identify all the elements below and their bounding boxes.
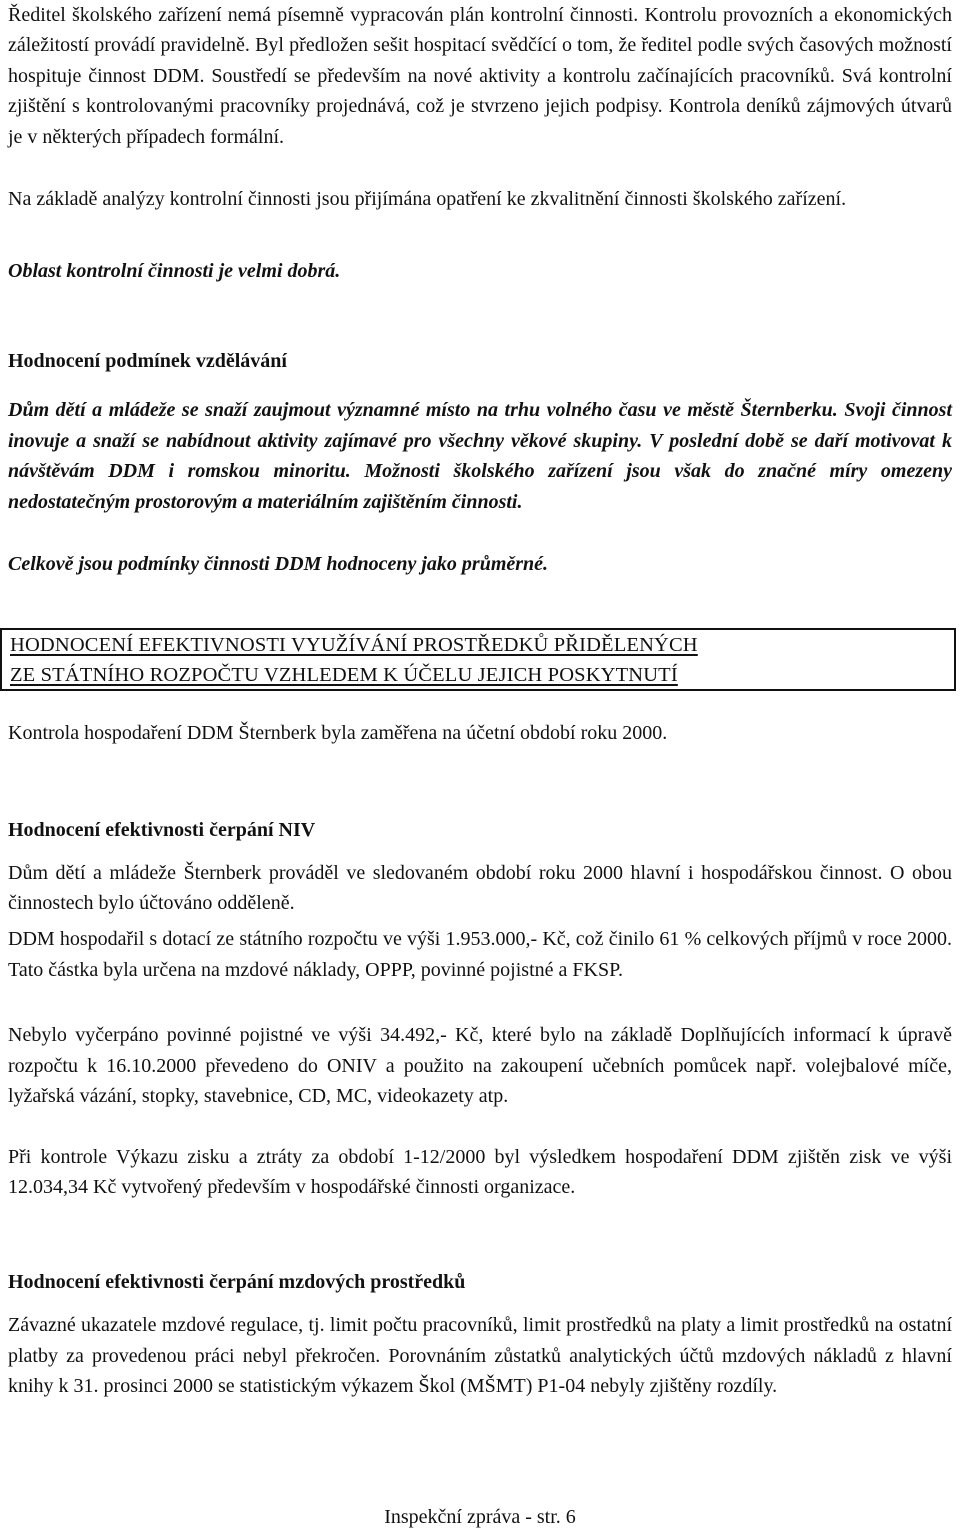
heading-cerpani-mzdovych-prostredku: Hodnocení efektivnosti čerpání mzdových prostředků	[8, 1271, 466, 1293]
section-title-box	[0, 628, 956, 691]
evaluation-kontrolni-cinnost: Oblast kontrolní činnosti je velmi dobrá.	[8, 260, 341, 282]
heading-cerpani-niv: Hodnocení efektivnosti čerpání NIV	[8, 819, 316, 841]
page-footer: Inspekční zpráva - str. 6	[384, 1506, 576, 1528]
section-title-line-1: HODNOCENÍ EFEKTIVNOSTI VYUŽÍVÁNÍ PROSTŘEDKŮ PŘIDĚLENÝCH	[10, 634, 698, 656]
section-title-line-2: ZE STÁTNÍHO ROZPOČTU VZHLEDEM K ÚČELU JEJICH POSKYTNUTÍ	[10, 664, 678, 686]
paragraph-kontrolni-cinnost: Ředitel školského zařízení nemá písemně vypracován plán kontrolní činnosti. Kontrolu provozních a ekonomických záležitostí provádí pravidelně. Byl předložen sešit hospitací svědčící o tom, že ředitel podle svých časových možností hospituje činnost DDM. Soustředí se především na nové aktivity a kontrolu začínajících pracovníků. Svá kontrolní zjištění s kontrolovanými pracovníky projednává, což je stvrzeno jejich podpisy. Kontrola deníků zájmových útvarů je v některých případech formální.	[8, 4, 952, 148]
heading-podminky-vzdelavani: Hodnocení podmínek vzdělávání	[8, 350, 287, 372]
paragraph-podminky: Dům dětí a mládeže se snaží zaujmout významné místo na trhu volného času ve městě Šternberku. Svoji činnost inovuje a snaží se nabídnout aktivity zajímavé pro všechny věkové skupiny. V poslední době se daří motivovat k návštěvám DDM i romskou minoritu. Možnosti školského zařízení jsou však do značné míry omezeny nedostatečným prostorovým a materiálním zajištěním činnosti.	[8, 399, 952, 514]
paragraph-kontrola-hospodareni: Kontrola hospodaření DDM Šternberk byla zaměřena na účetní období roku 2000.	[8, 722, 668, 744]
paragraph-mzdove-prostredky: Závazné ukazatele mzdové regulace, tj. limit počtu pracovníků, limit prostředků na platy a limit prostředků na ostatní platby za provedenou práci nebyl překročen. Porovnáním zůstatků analytických účtů mzdových nákladů z hlavní knihy k 31. prosinci 2000 se statistickým výkazem Škol (MŠMT) P1-04 nebyly zjištěny rozdíly.	[8, 1314, 952, 1397]
paragraph-niv-cinnost: Dům dětí a mládeže Šternberk prováděl ve sledovaném období roku 2000 hlavní i hospodářskou činnost. O obou činnostech bylo účtováno odděleně.	[8, 862, 952, 914]
evaluation-podminky: Celkově jsou podmínky činnosti DDM hodnoceny jako průměrné.	[8, 553, 549, 575]
paragraph-niv-pojistne: Nebylo vyčerpáno povinné pojistné ve výši 34.492,- Kč, které bylo na základě Doplňujících informací k úpravě rozpočtu k 16.10.2000 převedeno do ONIV a použito na zakoupení učebních pomůcek např. volejbalové míče, lyžařská vázání, stopky, stavebnice, CD, MC, videokazety atp.	[8, 1024, 952, 1107]
paragraph-niv-vysledek: Při kontrole Výkazu zisku a ztráty za období 1-12/2000 byl výsledkem hospodaření DDM zjištěn zisk ve výši 12.034,34 Kč vytvořený především v hospodářské činnosti organizace.	[8, 1146, 952, 1198]
paragraph-opatreni: Na základě analýzy kontrolní činnosti jsou přijímána opatření ke zkvalitnění činnosti školského zařízení.	[8, 188, 847, 210]
paragraph-niv-dotace: DDM hospodařil s dotací ze státního rozpočtu ve výši 1.953.000,- Kč, což činilo 61 % celkových příjmů v roce 2000. Tato částka byla určena na mzdové náklady, OPPP, povinné pojistné a FKSP.	[8, 928, 952, 981]
